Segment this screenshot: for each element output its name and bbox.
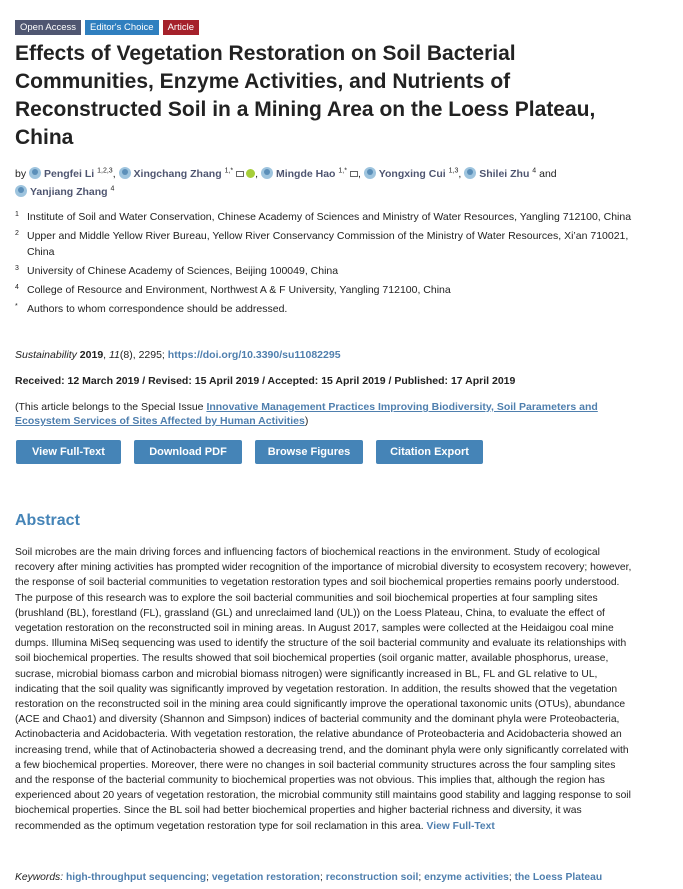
- affiliation-number: 3: [15, 265, 19, 272]
- author-sup: 1,3: [448, 167, 459, 175]
- author-2[interactable]: [119, 168, 256, 180]
- author-list: by Pengfei Li $^{1,2,3}$, Xingchang Zhang $^{1,*}$ , Mingde Hao $^{1,*}$ , Yongxing Cui $^{1,3}$, Shilei Zhu $^4$ and Yanjiang Zhang $^4$: [15, 167, 557, 198]
- keyword-link[interactable]: the Loess Plateau: [514, 872, 603, 883]
- email-icon[interactable]: [350, 171, 358, 177]
- article-actions: [16, 440, 483, 464]
- keyword-link[interactable]: high-throughput sequencing: [65, 872, 207, 883]
- citation-line: Sustainability 2019, 11(8), 2295; https://doi.org/10.3390/su11082295: [15, 349, 341, 361]
- author-name[interactable]: Mingde Hao: [275, 168, 336, 180]
- download-pdf-button[interactable]: Download PDF: [134, 440, 242, 464]
- affiliation-item: [15, 263, 635, 279]
- keywords-label: Keywords:: [15, 872, 64, 883]
- citation-rest: (8), 2295;: [119, 349, 165, 361]
- citation-volume: 11: [109, 349, 120, 361]
- doi-link[interactable]: https://doi.org/10.3390/su11082295: [167, 349, 341, 361]
- editors-choice-badge[interactable]: Editor's Choice: [85, 20, 159, 35]
- keyword-link[interactable]: enzyme activities: [424, 872, 509, 883]
- user-icon: [261, 167, 273, 179]
- email-icon[interactable]: [236, 171, 244, 177]
- author-name[interactable]: Yongxing Cui: [378, 168, 446, 180]
- view-full-text-link[interactable]: View Full-Text: [426, 820, 495, 832]
- citation-export-button[interactable]: Citation Export: [376, 440, 483, 464]
- user-icon: [29, 167, 41, 179]
- abstract-text: Soil microbes are the main driving forces and influencing factors of biochemical reactions in the environment. Study of ecological recovery after mining activities has prompted wider recognition of the importance of microbial diversity to ecosystem recovery; however, the response of soil bacterial communities to vegetation restoration types and soil biochemical properties remains poorly understood. The purpose of this research was to explore the soil bacterial communities and soil biochemical properties at four sampling sites (brushland (BL), forestland (FL), grassland (GL) and unreclaimed land (UL)) on the Loess Plateau, China, to evaluate the effect of vegetation restoration on the reconstructed soil in mining areas. In August 2017, samples were collected at the Heidaigou coal mine dumps. Illumina MiSeq sequencing was used to identify the structure of the soil bacterial community and evaluate its relationships with soil biochemical properties. The results showed that soil biochemical properties (soil organic matter, available phosphorus, urease, sucrase, microbial biomass carbon and microbial biomass nitrogen) were significantly increased in BL, FL and GL relative to UL, indicating that the soil quality was significantly improved by vegetation restoration. In addition, the results showed that the vegetation restoration on the reconstructed soil in the mining area could significantly improve the operational taxonomic units (OTUs), abundance (ACE and Chao1) and diversity (Shannon and Simpson) indices of bacterial community and the dominant phyla were Proteobacteria, Actinobacteria and Acidobacteria. With vegetation restoration, the relative abundance of Proteobacteria and Acidobacteria showed an increasing trend, while that of Actinobacteria showed a decreasing trend, and the dominant phyla were only significantly correlated with a few biochemical properties. Moreover, there were no changes in soil bacterial community structures across the four sampling sites and the response of the bacterial community to biochemical properties was not obvious. This implies that, although the region has experienced about 20 years of vegetation restoration, the microbial community still maintains good stability and lagging response to soil biochemical properties. Since the BL soil had better biochemical properties and higher bacterial richness and diversity, it was recommended as the optimum vegetation restoration type for soil reclamation in this area.: [15, 547, 632, 832]
- keyword-link[interactable]: reconstruction soil: [325, 872, 419, 883]
- affiliation-item: [15, 228, 635, 260]
- user-icon: [464, 167, 476, 179]
- special-issue-link[interactable]: Innovative Management Practices Improving Biodiversity, Soil Parameters and Ecosystem Services of Sites Affected by Human Activities: [15, 401, 598, 427]
- affiliation-text: College of Resource and Environment, Northwest A & F University, Yangling 712100, China: [27, 284, 451, 296]
- article-badges: [15, 20, 199, 35]
- affiliation-item: [15, 301, 635, 317]
- user-icon: [15, 185, 27, 197]
- author-4[interactable]: [364, 168, 459, 180]
- journal-name: Sustainability: [15, 349, 77, 361]
- user-icon: [364, 167, 376, 179]
- affiliation-number: 2: [15, 230, 19, 237]
- author-3[interactable]: [261, 168, 358, 180]
- publication-dates: Received: 12 March 2019 / Revised: 15 April 2019 / Accepted: 15 April 2019 / Published: 17 April 2019: [15, 375, 516, 387]
- author-sup: 1,2,3: [97, 167, 113, 175]
- author-1[interactable]: [29, 168, 113, 180]
- affiliation-item: [15, 209, 635, 225]
- abstract-body: [15, 545, 635, 834]
- and-label: and: [539, 168, 557, 180]
- special-issue-note: [15, 400, 635, 428]
- open-access-badge[interactable]: Open Access: [15, 20, 81, 35]
- by-label: by: [15, 168, 27, 180]
- affiliation-text: Institute of Soil and Water Conservation, Chinese Academy of Sciences and Ministry of Water Resources, Yangling 712100, China: [27, 211, 632, 223]
- special-issue-suffix: ): [304, 415, 309, 427]
- affiliation-number: 1: [15, 211, 19, 218]
- affiliation-text: Authors to whom correspondence should be addressed.: [27, 303, 288, 315]
- affiliation-number: 4: [15, 284, 19, 291]
- affiliation-text: University of Chinese Academy of Sciences, Beijing 100049, China: [27, 265, 339, 277]
- affiliations-list: [15, 209, 635, 320]
- keywords-line: Keywords: high-throughput sequencing; vegetation restoration; reconstruction soil; enzyme activities; the Loess Plateau: [15, 872, 603, 883]
- keyword-link[interactable]: vegetation restoration: [211, 872, 320, 883]
- author-sup: 4: [110, 185, 115, 193]
- article-type-badge: Article: [163, 20, 199, 35]
- author-name[interactable]: Xingchang Zhang: [133, 168, 222, 180]
- author-name[interactable]: Shilei Zhu: [479, 168, 530, 180]
- abstract-heading: Abstract: [15, 512, 80, 529]
- article-title: Effects of Vegetation Restoration on Soil Bacterial Communities, Enzyme Activities, and Nutrients of Reconstructed Soil in a Mining Area on the Loess Plateau, China: [15, 42, 596, 149]
- author-5[interactable]: [464, 168, 536, 180]
- author-sup: 1,*: [338, 167, 347, 175]
- special-issue-prefix: (This article belongs to the Special Issue: [15, 401, 207, 413]
- author-sup: 1,*: [224, 167, 234, 175]
- affiliation-number: *: [15, 303, 18, 310]
- author-sup: 4: [532, 167, 537, 175]
- author-6[interactable]: [15, 186, 114, 198]
- browse-figures-button[interactable]: Browse Figures: [255, 440, 363, 464]
- author-name[interactable]: Pengfei Li: [44, 168, 95, 180]
- orcid-icon[interactable]: [246, 169, 255, 178]
- citation-year: 2019: [79, 349, 104, 361]
- view-full-text-button[interactable]: View Full-Text: [16, 440, 121, 464]
- affiliation-text: Upper and Middle Yellow River Bureau, Yellow River Conservancy Commission of the Ministry of Water Resources, Xi’an 710021, China: [27, 230, 629, 258]
- user-icon: [119, 167, 131, 179]
- affiliation-item: [15, 282, 635, 298]
- author-name[interactable]: Yanjiang Zhang: [30, 186, 108, 198]
